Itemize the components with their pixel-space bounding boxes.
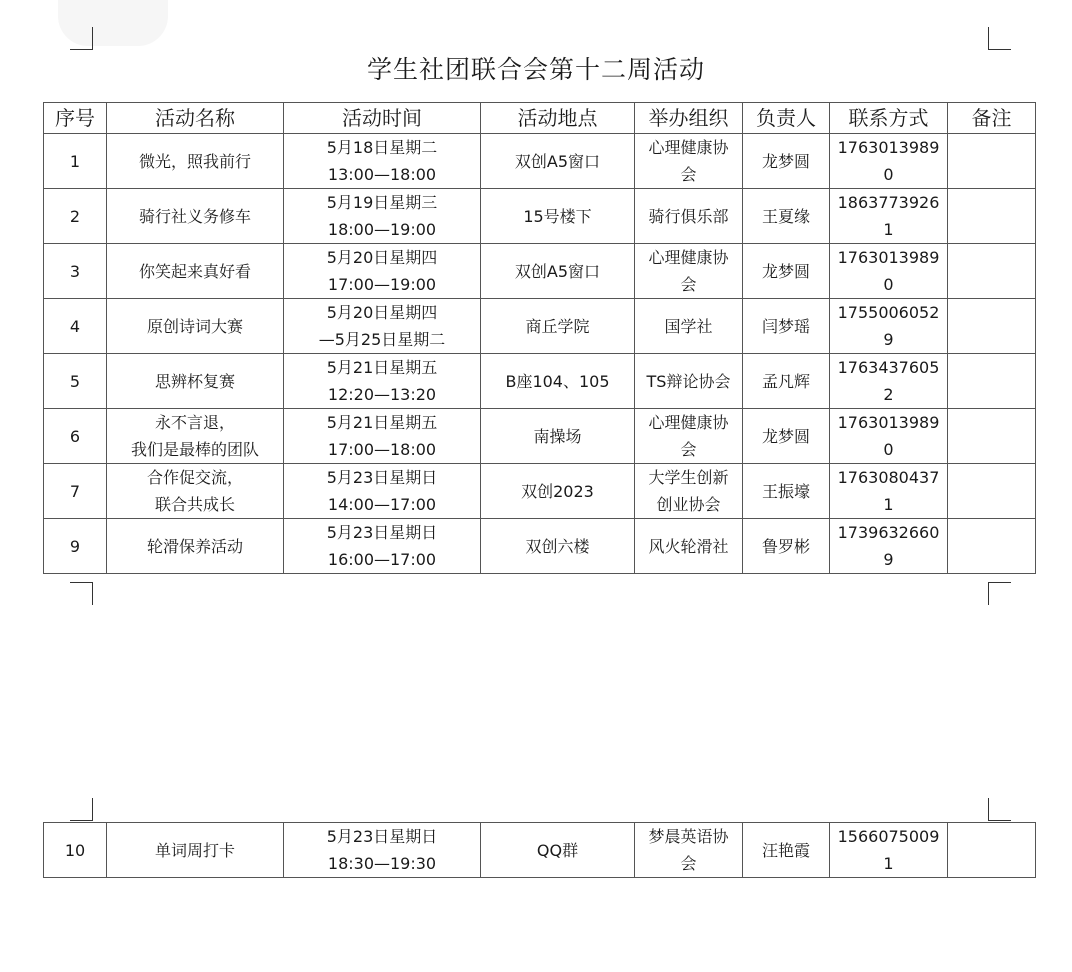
cell-contact — [830, 519, 948, 574]
cell-organizer-line: 会 — [680, 854, 697, 873]
cell-activity-time — [284, 244, 481, 299]
cell-person-in-charge: 龙梦圆 — [743, 244, 830, 299]
cell-activity-place — [481, 823, 635, 878]
schedule-table — [43, 102, 1036, 574]
header-org: 举办组织 — [635, 103, 743, 134]
cell-organizer-line: 会 — [680, 165, 697, 184]
cell-activity-place — [481, 299, 635, 354]
cell-activity-name-line: 原创诗词大赛 — [146, 316, 243, 336]
cell-contact-line: 1763013989 — [837, 138, 940, 157]
cell-activity-time-line: 5月23日星期日 — [326, 468, 438, 487]
cell-contact-line: 1739632660 — [837, 523, 940, 542]
cell-no: 5 — [44, 354, 107, 409]
cell-activity-name — [107, 134, 284, 189]
cell-organizer — [635, 823, 743, 878]
table-row — [44, 823, 1036, 878]
cell-activity-name — [107, 354, 284, 409]
cell-contact — [830, 134, 948, 189]
table-row — [44, 409, 1036, 464]
cell-activity-time-line: 18:00—19:00 — [327, 220, 437, 239]
cell-activity-name — [107, 189, 284, 244]
crop-mark-bottom-left — [70, 582, 93, 605]
cell-activity-place — [481, 244, 635, 299]
cell-no: 1 — [44, 134, 107, 189]
cell-contact-line: 1 — [883, 495, 894, 514]
cell-organizer-line: 会 — [680, 275, 697, 294]
cell-organizer — [635, 134, 743, 189]
cell-contact — [830, 299, 948, 354]
header-note: 备注 — [948, 103, 1036, 134]
cell-activity-name-line: 我们是最棒的团队 — [130, 440, 259, 459]
cell-activity-time-line: 18:30—19:30 — [327, 854, 437, 873]
cell-activity-time-line: 5月20日星期四 — [326, 303, 438, 322]
cell-contact-line: 1755006052 — [837, 303, 940, 322]
cell-contact-line: 9 — [883, 550, 894, 569]
cell-organizer-line: 心理健康协 — [648, 248, 729, 267]
cell-organizer-line: 心理健康协 — [648, 413, 729, 432]
cell-organizer-line: 风火轮滑社 — [648, 536, 729, 556]
cell-activity-name — [107, 409, 284, 464]
cell-remarks — [948, 189, 1036, 244]
cell-activity-time-line: 5月23日星期日 — [326, 827, 438, 846]
cell-remarks — [948, 244, 1036, 299]
cell-activity-name-line: 联合共成长 — [154, 495, 235, 514]
cell-activity-time-line: 5月23日星期日 — [326, 523, 438, 542]
cell-activity-time-line: 13:00—18:00 — [327, 165, 437, 184]
cell-no: 7 — [44, 464, 107, 519]
cell-no: 3 — [44, 244, 107, 299]
cell-no: 2 — [44, 189, 107, 244]
cell-activity-place — [481, 464, 635, 519]
cell-contact-line: 0 — [883, 275, 894, 294]
cell-activity-time-line: 12:20—13:20 — [327, 385, 437, 404]
cell-organizer — [635, 464, 743, 519]
cell-activity-time-line: 14:00—17:00 — [327, 495, 437, 514]
cell-activity-name — [107, 823, 284, 878]
cell-activity-name-line: 骑行社义务修车 — [138, 206, 251, 226]
cell-activity-time — [284, 409, 481, 464]
cell-activity-time — [284, 134, 481, 189]
cell-activity-time — [284, 519, 481, 574]
cell-activity-place-line: 商丘学院 — [525, 316, 590, 336]
cell-activity-place-line: 双创2023 — [521, 481, 594, 501]
cell-person-in-charge: 孟凡辉 — [743, 354, 830, 409]
cell-remarks — [948, 519, 1036, 574]
cell-activity-time-line: 5月19日星期三 — [326, 193, 438, 212]
cell-activity-place-line: 双创六楼 — [525, 536, 590, 556]
cell-organizer — [635, 354, 743, 409]
cell-activity-time-line: 17:00—18:00 — [327, 440, 437, 459]
cell-contact — [830, 244, 948, 299]
cell-contact — [830, 189, 948, 244]
cell-contact-line: 1863773926 — [837, 193, 940, 212]
cell-person-in-charge: 龙梦圆 — [743, 409, 830, 464]
cell-contact — [830, 464, 948, 519]
schedule-table-continued — [43, 822, 1036, 878]
cell-activity-place — [481, 189, 635, 244]
crop-mark-top-right — [988, 27, 1011, 50]
cell-no: 9 — [44, 519, 107, 574]
cell-remarks — [948, 299, 1036, 354]
cell-person-in-charge: 龙梦圆 — [743, 134, 830, 189]
cell-activity-time — [284, 464, 481, 519]
crop-mark-page2-top-right — [988, 798, 1011, 821]
cell-organizer-line: 国学社 — [664, 316, 713, 336]
cell-activity-name — [107, 519, 284, 574]
cell-activity-time-line: 5月21日星期五 — [326, 358, 438, 377]
cell-contact — [830, 354, 948, 409]
cell-person-in-charge: 鲁罗彬 — [743, 519, 830, 574]
table-body — [44, 134, 1036, 574]
cell-person-in-charge: 王振壕 — [743, 464, 830, 519]
cell-activity-place — [481, 134, 635, 189]
header-lead: 负责人 — [743, 103, 830, 134]
cell-organizer-line: 会 — [680, 440, 697, 459]
cell-organizer-line: TS辩论协会 — [646, 371, 731, 391]
cell-remarks — [948, 134, 1036, 189]
cell-organizer — [635, 519, 743, 574]
cell-activity-place-line: 15号楼下 — [523, 206, 592, 226]
cell-no: 6 — [44, 409, 107, 464]
cell-activity-name-line: 你笑起来真好看 — [138, 261, 251, 281]
cell-organizer-line: 骑行俱乐部 — [648, 206, 729, 226]
cell-activity-name-line: 思辨杯复赛 — [154, 371, 235, 391]
cell-activity-place-line: 双创A5窗口 — [514, 151, 601, 171]
cell-activity-place-line: 南操场 — [533, 426, 582, 446]
header-time: 活动时间 — [284, 103, 481, 134]
cell-person-in-charge: 王夏缘 — [743, 189, 830, 244]
cell-contact-line: 2 — [883, 385, 894, 404]
cell-activity-place — [481, 519, 635, 574]
cell-activity-name-line: 单词周打卡 — [154, 840, 235, 860]
table-row — [44, 464, 1036, 519]
cell-remarks — [948, 409, 1036, 464]
table-row — [44, 244, 1036, 299]
cell-activity-time — [284, 354, 481, 409]
cell-contact-line: 1763437605 — [837, 358, 940, 377]
cell-organizer-line: 大学生创新 — [648, 468, 729, 487]
cell-activity-place-line: B座104、105 — [505, 371, 610, 391]
cell-activity-time-line: 17:00—19:00 — [327, 275, 437, 294]
cell-contact-line: 1763013989 — [837, 248, 940, 267]
header-place: 活动地点 — [481, 103, 635, 134]
cell-activity-time — [284, 823, 481, 878]
cell-contact-line: 1763013989 — [837, 413, 940, 432]
cell-activity-name-line: 合作促交流， — [146, 468, 243, 487]
cell-contact-line: 0 — [883, 165, 894, 184]
cell-organizer — [635, 189, 743, 244]
crop-mark-top-left — [70, 27, 93, 50]
cell-organizer — [635, 244, 743, 299]
cell-activity-name-line: 轮滑保养活动 — [146, 536, 243, 556]
cell-contact-line: 9 — [883, 330, 894, 349]
crop-mark-bottom-right — [988, 582, 1011, 605]
cell-organizer — [635, 409, 743, 464]
cell-organizer-line: 梦晨英语协 — [648, 827, 729, 846]
page-title: 学生社团联合会第十二周活动 — [366, 55, 705, 84]
cell-no: 10 — [44, 823, 107, 878]
cell-activity-time — [284, 299, 481, 354]
cell-activity-name — [107, 464, 284, 519]
cell-contact-line: 1 — [883, 220, 894, 239]
table-row — [44, 519, 1036, 574]
cell-contact-line: 1 — [883, 854, 894, 873]
cell-contact — [830, 823, 948, 878]
crop-mark-page2-top-left — [70, 798, 93, 821]
header-phone: 联系方式 — [830, 103, 948, 134]
cell-organizer-line: 创业协会 — [656, 495, 721, 514]
cell-organizer-line: 心理健康协 — [648, 138, 729, 157]
cell-organizer — [635, 299, 743, 354]
cell-activity-time-line: 5月18日星期二 — [326, 138, 438, 157]
cell-activity-time-line: 16:00—17:00 — [327, 550, 437, 569]
cell-remarks — [948, 823, 1036, 878]
cell-contact-line: 0 — [883, 440, 894, 459]
cell-no: 4 — [44, 299, 107, 354]
cell-contact-line: 1763080437 — [837, 468, 940, 487]
table-header-row — [44, 103, 1036, 134]
table-row — [44, 134, 1036, 189]
cell-activity-name — [107, 244, 284, 299]
table-row — [44, 189, 1036, 244]
cell-activity-place-line: 双创A5窗口 — [514, 261, 601, 281]
cell-activity-place-line: QQ群 — [536, 840, 579, 860]
cell-activity-time-line: —5月25日星期二 — [318, 330, 446, 349]
cell-activity-time-line: 5月20日星期四 — [326, 248, 438, 267]
cell-activity-name — [107, 299, 284, 354]
cell-person-in-charge: 闫梦瑶 — [743, 299, 830, 354]
header-no: 序号 — [44, 103, 107, 134]
header-name: 活动名称 — [107, 103, 284, 134]
table-body-continued — [44, 823, 1036, 878]
cell-activity-place — [481, 409, 635, 464]
table-row — [44, 354, 1036, 409]
cell-activity-name-line: 微光，照我前行 — [138, 151, 251, 171]
table-row — [44, 299, 1036, 354]
cell-activity-place — [481, 354, 635, 409]
cell-person-in-charge: 汪艳霞 — [743, 823, 830, 878]
cell-activity-time-line: 5月21日星期五 — [326, 413, 438, 432]
cell-contact — [830, 409, 948, 464]
cell-remarks — [948, 354, 1036, 409]
cell-contact-line: 1566075009 — [837, 827, 940, 846]
cell-activity-name-line: 永不言退， — [154, 413, 235, 432]
cell-remarks — [948, 464, 1036, 519]
cell-activity-time — [284, 189, 481, 244]
